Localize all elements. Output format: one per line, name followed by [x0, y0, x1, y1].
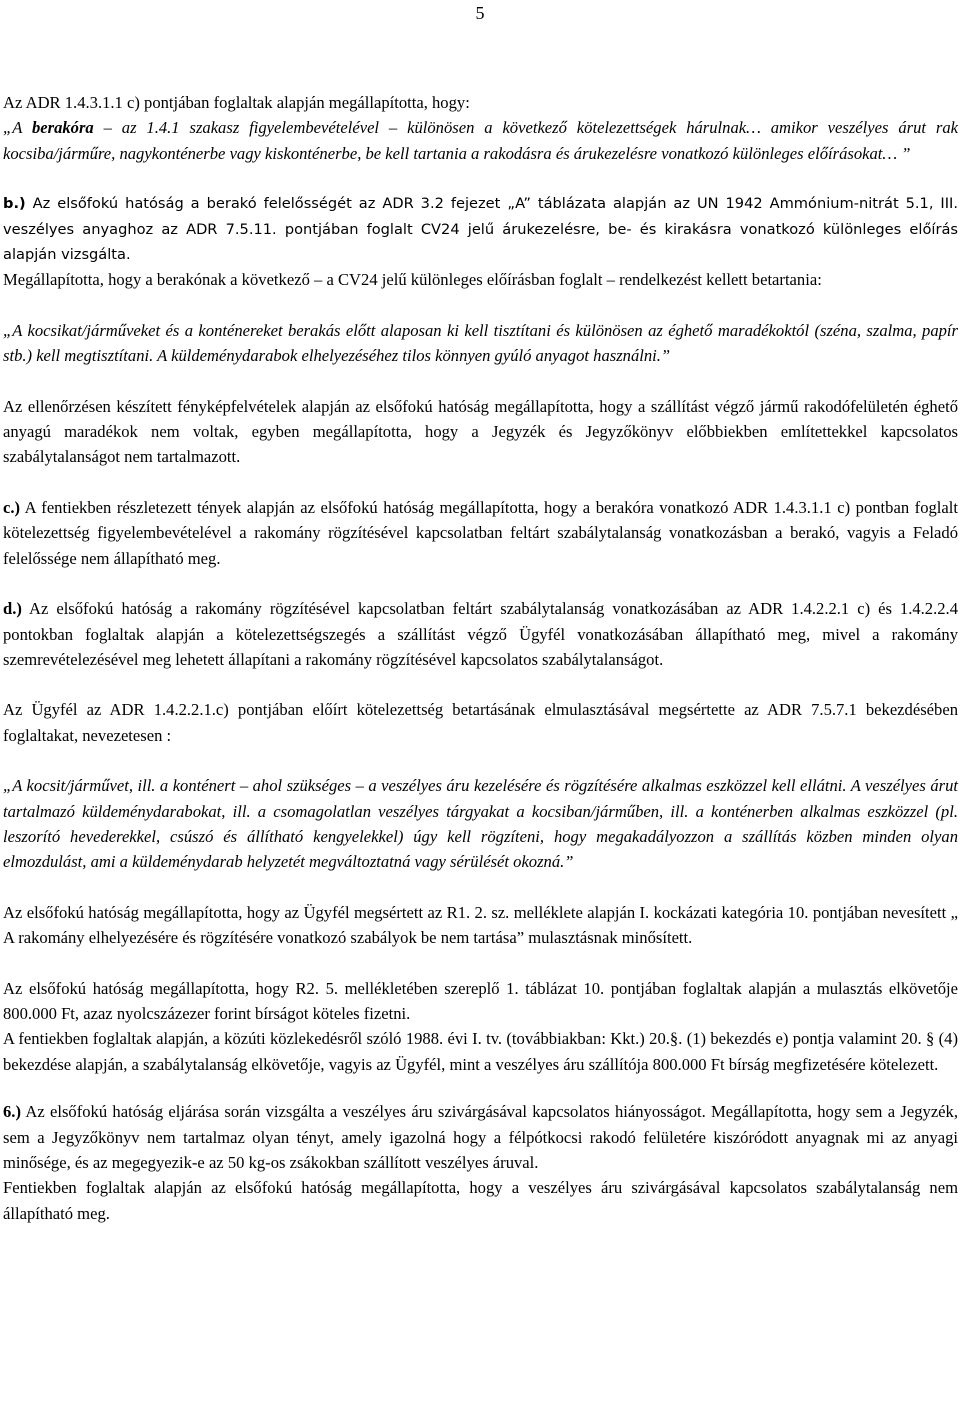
paragraph-d-text: Az elsőfokú hatóság a rakomány rögzítésével kapcsolatban feltárt szabálytalanság vonatkozásában az ADR 1.4.2.2.1 c) és 1.4.2.2.4 pontokban foglaltak alapján a kötelezettségszegés a szállítást végző Ügyfél vonatkozásában állapítható meg, mivel a rakomány szemrevételezésével meg lehetett állapítani a rakomány rögzítésével kapcsolatos szabálytalanságot.	[3, 599, 958, 669]
quote-securing-rules: „A kocsit/járművet, ill. a konténert – ahol szükséges – a veszélyes áru kezelésére és rögzítésére alkalmas eszközzel kell ellátni. A veszélyes árut tartalmazó küldeménydarabokat, ill. a csomagolatlan veszélyes tárgyakat a kocsiban/járműben, ill. a konténerben alkalmas eszközzel (pl. leszorító hevederekkel, csúszó és állítható kengyelekkel) úgy kell rögzíteni, hogy megakadályozzon a szállítás közben minden olyan elmozdulást, ami a küldeménydarab helyzetét megváltoztatná vagy sérülését okozná.”	[3, 776, 958, 872]
quote-berako-obligations	[3, 115, 958, 166]
paragraph-b-text: Az elsőfokú hatóság a berakó felelősségét az ADR 3.2 fejezet „A” táblázata alapján az UN 1942 Ammónium-nitrát 5.1, III. veszélyes anyaghoz az ADR 7.5.11. pontjában foglalt CV24 jelű árukezelésre, be- és kirakásra vonatkozó különleges előírás alapján vizsgálta.	[3, 195, 958, 264]
quote-text: – az 1.4.1 szakasz figyelembevételével – különösen a következő kötelezettségek hárulnak… amikor veszélyes árut rak kocsiba/járműre, nagykonténerbe vagy kiskonténerbe, be kell tartania a rakodásra és árukezelésre vonatkozó különleges előírásokat… ”	[3, 118, 958, 163]
quote-cv24: „A kocsikat/járműveket és a konténereket berakás előtt alaposan ki kell tisztítani és különösen az éghető maradékoktól (széna, szalma, papír stb.) kell megtisztítani. A küldeménydarabok elhelyezéséhez tilos könnyen gyúló anyagot használni.”	[3, 320, 958, 366]
paragraph-cv24-intro: Megállapította, hogy a berakónak a következő – a CV24 jelű különleges előírásban foglalt – rendelkezést kellett betartania:	[3, 270, 822, 290]
quote-bold-term: berakóra	[31, 118, 94, 138]
paragraph-photo-findings: Az ellenőrzésen készített fényképfelvételek alapján az elsőfokú hatóság megállapította, hogy a szállítást végző jármű rakodófelületén éghető anyagú maradékok nem voltak, egyben megállapította, hogy a Jegyzék és Jegyzőkönyv előbbiekben említettekkel kapcsolatos szabálytalanságot nem tartalmazott.	[3, 396, 958, 467]
paragraph-conclusion: Fentiekben foglaltak alapján az elsőfokú hatóság megállapította, hogy a veszélyes áru szivárgásával kapcsolatos szabálytalanság nem állapítható meg.	[3, 1178, 958, 1223]
paragraph-d	[3, 596, 958, 672]
paragraph-fine-amount: Az elsőfokú hatóság megállapította, hogy R2. 5. mellékletében szereplő 1. táblázat 10. pontjában foglaltak alapján a mulasztás elkövetője 800.000 Ft, azaz nyolcszázezer forint bírságot köteles fizetni.	[3, 978, 958, 1023]
page-number: 5	[475, 3, 485, 23]
paragraph-b	[3, 191, 958, 267]
paragraph-c-text: A fentiekben részletezett tények alapján az elsőfokú hatóság megállapította, hogy a berakóra vonatkozó ADR 1.4.3.1.1 c) pontban foglalt kötelezettség figyelembevételével a rakomány rögzítésével kapcsolatban feltárt szabálytalanság vonatkozásban a berakó, vagyis a Feladó felelőssége nem állapítható meg.	[3, 497, 958, 568]
paragraph-kkt-basis: A fentiekben foglaltak alapján, a közúti közlekedésről szóló 1988. évi I. tv. (továbbiakban: Kkt.) 20.§. (1) bekezdés e) pontja valamint 20. § (4) bekezdése alapján, a szabálytalanság elkövetője, vagyis az Ügyfél, mint a veszélyes áru szállítója 800.000 Ft bírság megfizetésére kötelezett.	[3, 1029, 958, 1074]
paragraph-adr-intro: Az ADR 1.4.3.1.1 c) pontjában foglaltak alapján megállapította, hogy:	[3, 93, 470, 112]
paragraph-6-text: Az elsőfokú hatóság eljárása során vizsgálta a veszélyes áru szivárgásával kapcsolatos hiányosságot. Megállapította, hogy sem a Jegyzék, sem a Jegyzőkönyv nem tartalmaz olyan tényt, amely igazolná hogy a félpótkocsi rakodó felületére kiszóródott anyagnak mi az anyagi minősége, és az megegyezik-e az 50 kg-os zsákokban szállított veszélyes áruval.	[3, 1102, 958, 1172]
paragraph-c	[3, 495, 958, 571]
section-label-6: 6.)	[3, 1102, 21, 1122]
section-label-c: c.)	[3, 497, 21, 517]
quote-open: „A	[3, 118, 32, 138]
page-content	[3, 90, 958, 1226]
paragraph-risk-category: Az elsőfokú hatóság megállapította, hogy az Ügyfél megsértett az R1. 2. sz. melléklete alapján I. kockázati kategória 10. pontjában nevesített „ A rakomány elhelyezésére és rögzítésére vonatkozó szabályok be nem tartása” mulasztásnak minősített.	[3, 902, 958, 948]
paragraph-6	[3, 1099, 958, 1175]
section-label-d: d.)	[3, 599, 22, 619]
section-label-b: b.)	[3, 195, 26, 213]
paragraph-ugyfel-violation: Az Ügyfél az ADR 1.4.2.2.1.c) pontjában előírt kötelezettség betartásának elmulasztásával megsértette az ADR 7.5.7.1 bekezdésében foglaltakat, nevezetesen :	[3, 700, 958, 745]
